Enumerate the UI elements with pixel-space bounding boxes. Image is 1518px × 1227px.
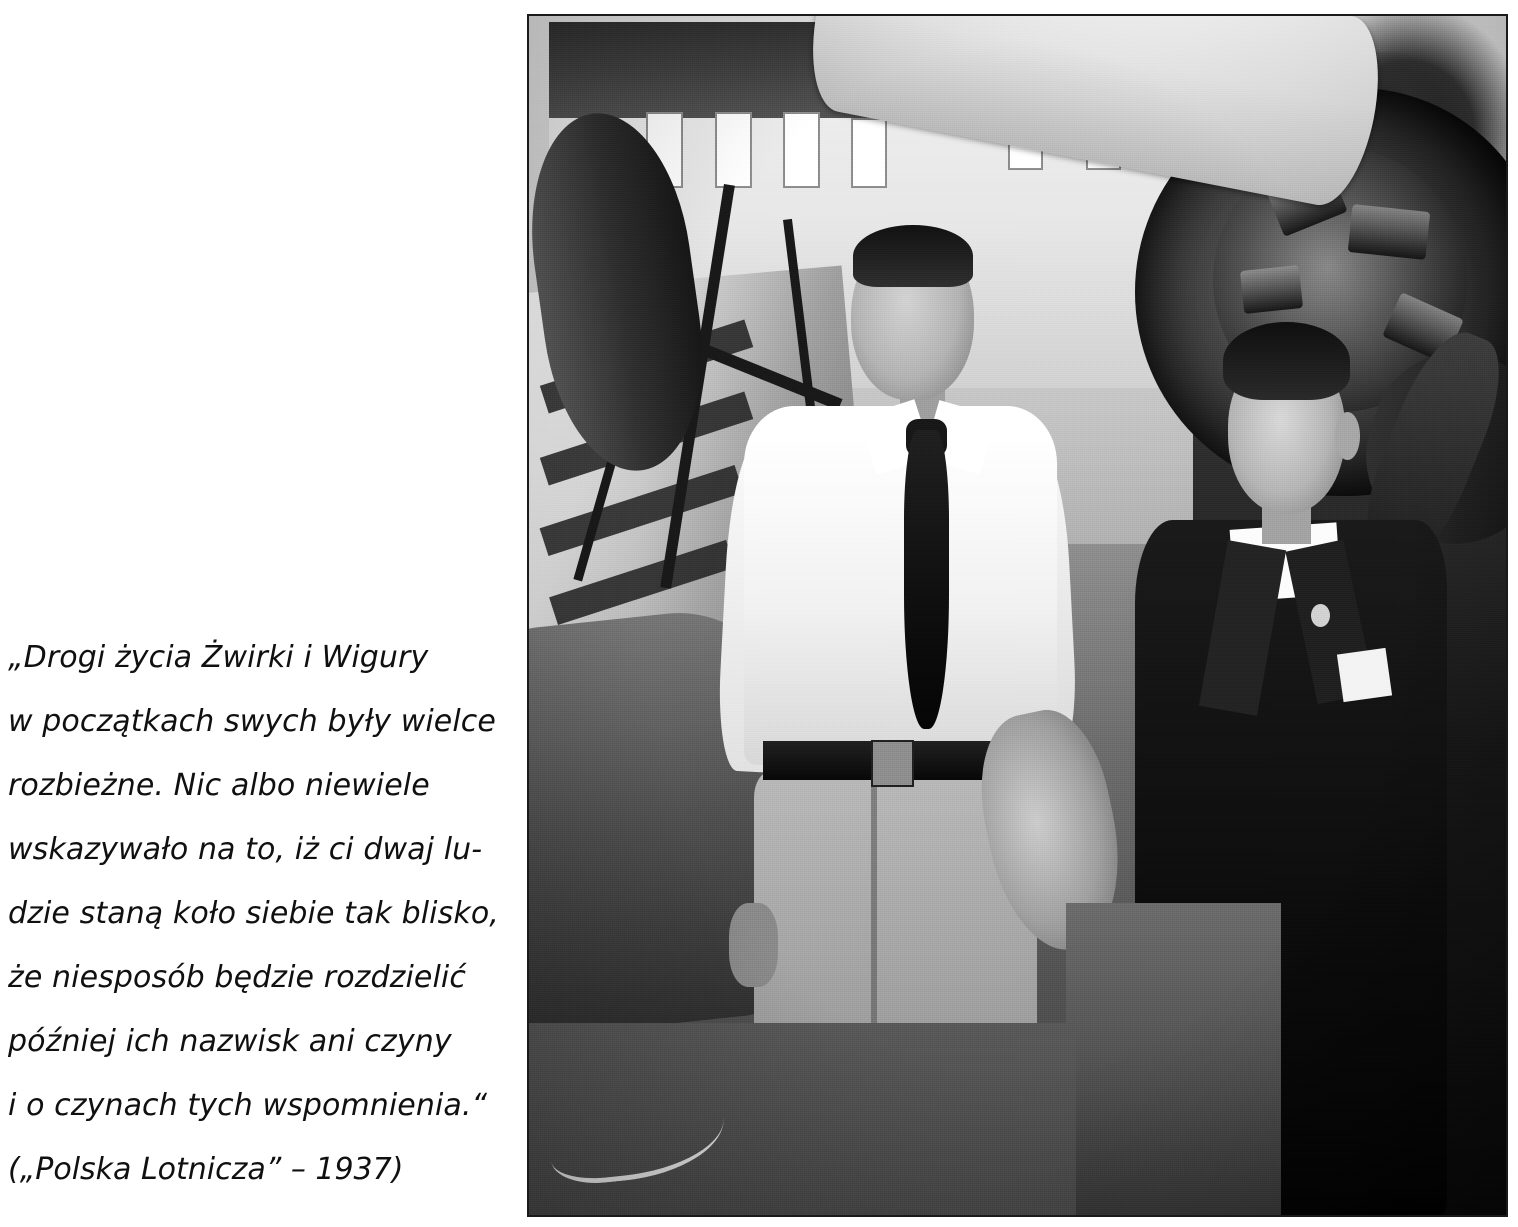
man-left-hair (853, 225, 972, 287)
quotation-block (8, 626, 498, 1202)
quote-line: rozbieżne. Nic albo niewiele (8, 768, 430, 803)
man-left-hand (729, 903, 778, 987)
window (783, 112, 820, 188)
window (715, 112, 752, 188)
photograph (527, 14, 1508, 1217)
foreground-block (1066, 903, 1281, 1215)
pocket-square (1337, 648, 1392, 702)
photograph-image (529, 16, 1506, 1215)
quote-line: i o czynach tych wspomnienia.“ (8, 1088, 488, 1123)
quote-line: „Drogi życia Żwirki i Wigury (8, 640, 429, 675)
quote-line: w początkach swych były wielce (8, 704, 496, 739)
quote-line: wskazywało na to, iż ci dwaj lu- (8, 832, 483, 867)
belt-buckle (871, 740, 914, 787)
quote-line: dzie staną koło siebie tak blisko, (8, 896, 499, 931)
engine-cylinder (1240, 265, 1303, 314)
man-left-necktie (904, 430, 949, 730)
beret (1223, 322, 1350, 400)
quote-source: („Polska Lotnicza” – 1937) (8, 1152, 404, 1187)
engine-cylinder (1347, 204, 1430, 260)
window (851, 118, 886, 188)
quote-line: że niesposób będzie rozdzielić (8, 960, 466, 995)
man-right-ear (1335, 412, 1360, 460)
quote-line: później ich nazwisk ani czyny (8, 1024, 452, 1059)
